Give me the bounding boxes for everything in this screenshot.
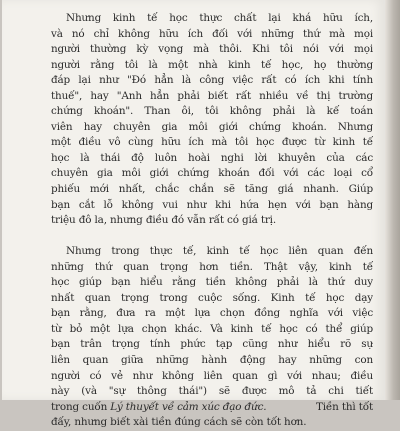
- text-line: Nhưng kinh tế học thực chất lại khá hữu ích,: [66, 12, 373, 24]
- text-line: [51, 400, 373, 416]
- text-line: một điều vô cùng hữu ích mà tôi học được từ kinh tế: [51, 136, 373, 149]
- paragraph-2: [51, 244, 373, 431]
- text-line: từ bỏ một lựa chọn khác. Và kinh tế học có thể giúp: [51, 322, 373, 335]
- text-line: người có vẻ như không liên quan gì với nhau; điều: [51, 369, 373, 382]
- text-line: nhất quan trọng trong cuộc sống. Kinh tế học dạy: [51, 291, 373, 304]
- text-line: đáp lại như "Đó hẳn là công việc rất có ích khi tính: [51, 74, 373, 87]
- text-line: những thứ quan trọng hơn tiền. Thật vậy, kinh tế: [51, 260, 373, 273]
- text-line: và nó chỉ không hữu ích đối với những thứ mà mọi: [51, 27, 373, 40]
- body-text: [51, 11, 373, 431]
- text-line: đấy, nhưng biết xài tiền đúng cách sẽ còn tốt hơn.: [51, 416, 307, 429]
- book-title-italic: Lý thuyết về cảm xúc đạo đức.: [110, 400, 267, 413]
- text-line: người thường kỳ vọng mà thôi. Khi tôi nói với mọi: [51, 43, 373, 56]
- text-line: viên hay chuyên gia môi giới chứng khoán. Nhưng: [51, 120, 373, 133]
- text-line: này (và "sự thông thái") sẽ được mô tả chi tiết: [51, 385, 373, 398]
- page-edge-shadow: [385, 0, 400, 400]
- text-line: chứng khoán". Than ôi, tôi không phải là kế toán: [51, 105, 373, 118]
- text-fragment: trong cuốn: [51, 400, 111, 413]
- book-page: [2, 0, 385, 429]
- text-line: bạn cắt lỗ không vui như khi hứa hẹn với bạn hàng: [51, 198, 373, 211]
- text-line: người rằng tôi là một nhà kinh tế học, họ thường: [51, 58, 373, 71]
- text-line: thuế", hay "Anh hẳn phải biết rất nhiều về thị trường: [51, 89, 373, 102]
- paragraph-spacer: [51, 229, 373, 245]
- text-fragment: Tiền thì tốt: [315, 400, 373, 413]
- text-line: phiếu mới nhất, chắc chắn sẽ tăng giá nhanh. Giúp: [51, 183, 373, 196]
- text-line: liên quan giữa những hành động hay những con: [51, 353, 373, 366]
- text-line: Nhưng trong thực tế, kinh tế học liên quan đến: [66, 245, 373, 258]
- text-line: triệu đô la, nhưng điều đó vẫn rất có giá trị.: [51, 214, 277, 227]
- text-line: chuyên gia môi giới chứng khoán đối với các loại cổ: [51, 167, 373, 180]
- text-line: học giúp bạn hiểu rằng tiền không phải là thứ duy: [51, 276, 373, 289]
- text-line: bạn trân trọng tính phức tạp cũng như hiểu rõ sự: [51, 338, 373, 351]
- text-line-start: [51, 400, 266, 416]
- text-line: bạn rằng, đưa ra một lựa chọn đồng nghĩa với việc: [51, 307, 373, 320]
- text-line: học là thái độ luôn hoài nghi lời khuyên của các: [51, 151, 373, 164]
- paragraph-1: [51, 11, 373, 229]
